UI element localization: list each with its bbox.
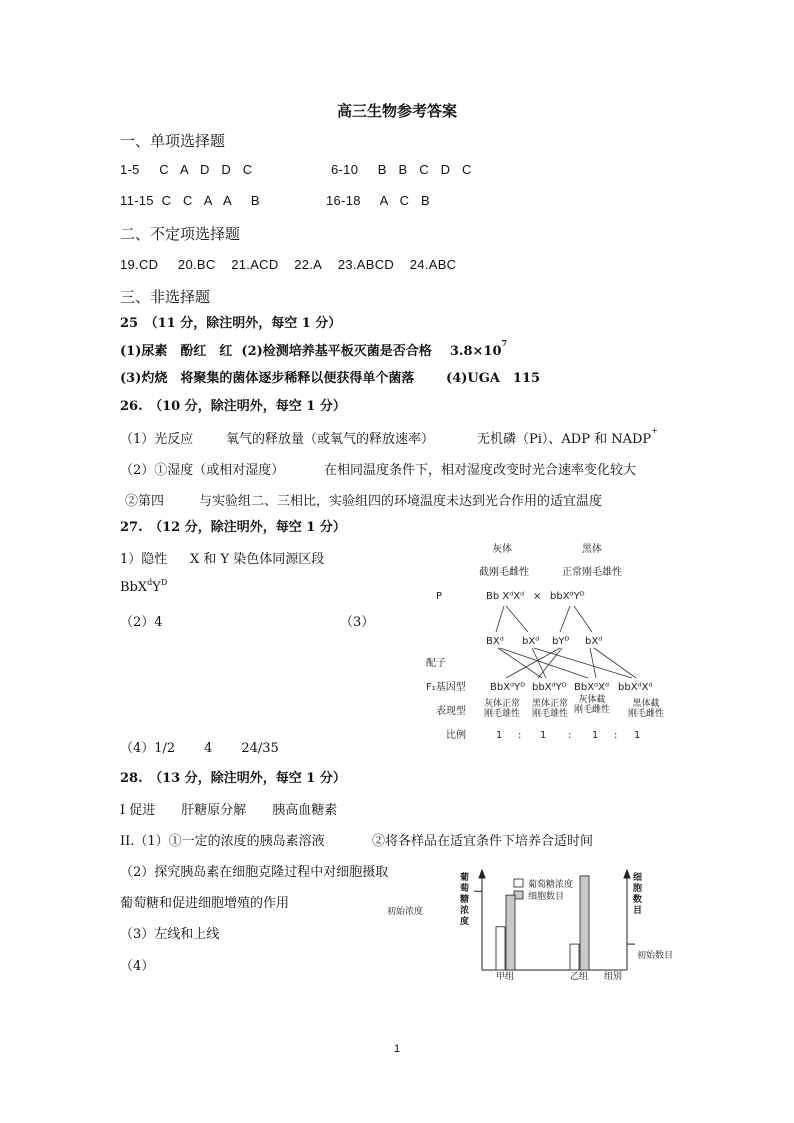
- legend-label-2: 细胞数目: [528, 892, 565, 902]
- gamete: bYᴰ: [552, 636, 570, 647]
- mc-answers: C A D D C: [159, 162, 253, 177]
- bar-cells-1: [580, 876, 589, 970]
- category-label: 甲组: [495, 972, 515, 982]
- legend-swatch-glucose: [514, 879, 523, 887]
- phenotype: 灰体正常: [483, 699, 521, 709]
- q26-answer-pi: 无机磷（Pi）、ADP 和 NADP+: [477, 426, 658, 447]
- q27-answer: 1）隐性: [120, 552, 168, 567]
- bars: [496, 876, 589, 970]
- ratio-sep: :: [518, 730, 522, 741]
- q26-answer: 氧气的释放量（或氧气的释放速率）: [226, 432, 435, 447]
- q27-answer: （3）: [340, 615, 375, 630]
- q28-answer: I 促进 肝糖原分解 胰高血糖素: [120, 803, 338, 818]
- q25-line-1: [120, 340, 507, 359]
- q26-answer: （1）光反应: [120, 432, 194, 447]
- phenotype: 刚毛雄性: [531, 709, 569, 719]
- phenotype: 刚毛雌性: [627, 709, 665, 719]
- category-label: 乙组: [569, 972, 589, 982]
- cross-p-label: P: [436, 591, 443, 602]
- section-heading-single-choice: 一、单项选择题: [120, 132, 226, 150]
- mc-label: 16-18: [326, 193, 361, 208]
- phenotype: 灰体截: [578, 695, 606, 705]
- multi-answer: 24.ABC: [409, 257, 457, 272]
- q26-answer: ②第四: [125, 494, 165, 509]
- q28-heading: 28. （13 分，除注明外，每空 1 分）: [120, 771, 346, 786]
- q28-answer: （2）探究胰岛素在细胞克隆过程中对细胞摄取: [120, 865, 389, 880]
- q28-answer: ②将各样品在适宜条件下培养合适时间: [372, 834, 594, 849]
- ratio-value: 1: [634, 730, 641, 741]
- gamete: bXᵈ: [522, 636, 540, 647]
- gamete: bXᵈ: [585, 636, 603, 647]
- bar-chart: [385, 866, 690, 988]
- mc-label: 6-10: [331, 162, 359, 177]
- cross-sub-label-1: 截刚毛雌性: [479, 567, 529, 578]
- cross-p-female: Bb XᵈXᵈ: [486, 591, 525, 602]
- q25-answer: (3)灼烧 将聚集的菌体逐步稀释以便获得单个菌落: [120, 371, 415, 386]
- q26-superscript: +: [651, 426, 658, 435]
- section-heading-non-choice: 三、非选择题: [120, 288, 211, 306]
- q26-answer: 与实验组二、三相比，实验组四的环境温度未达到光合作用的适宜温度: [199, 494, 603, 509]
- q25-answer: (4)UGA 115: [446, 371, 541, 386]
- q26-answer: 在相同温度条件下，相对湿度改变时光合速率变化较大: [324, 463, 637, 478]
- phenotype: 黑体正常: [531, 699, 569, 709]
- q27-genotype: $BbX^dY^D$: [120, 578, 168, 595]
- gamete: BXᵈ: [486, 636, 504, 647]
- multi-answer: 20.BC: [177, 257, 216, 272]
- cross-sub-label-2: 正常刚毛雄性: [562, 567, 622, 578]
- q28-answer: （4）: [120, 959, 155, 974]
- x-axis-label: 组别: [604, 972, 623, 982]
- ratio-label: 比例: [446, 730, 466, 741]
- page-title: 高三生物参考答案: [336, 102, 457, 120]
- y-axis-label-right: 细胞数目: [633, 873, 643, 916]
- f1-label: F₁基因型: [426, 682, 466, 693]
- mc-row-1-left: [120, 162, 253, 177]
- ratio-value: 1: [540, 730, 547, 741]
- y-axis-label-left: 葡萄糖浓度: [460, 873, 470, 927]
- multi-answer: 23.ABCD: [337, 257, 395, 272]
- q25-heading: 25 （11 分，除注明外，每空 1 分）: [120, 316, 342, 331]
- mc-answers: C C A A B: [161, 193, 260, 208]
- bar-glucose-0: [496, 927, 505, 970]
- q28-answer: 葡萄糖和促进细胞增殖的作用: [120, 896, 290, 911]
- q25-answer: 3.8×10: [449, 344, 502, 359]
- mc-label: 11-15: [120, 193, 154, 208]
- ratio-sep: :: [614, 730, 618, 741]
- q27-answer: （2）4: [120, 615, 163, 630]
- ratio-value: 1: [496, 730, 503, 741]
- mc-label: 1-5: [120, 162, 140, 177]
- phenotype: 刚毛雄性: [483, 709, 521, 719]
- f1-genotype: bbXᵈXᵈ: [618, 682, 653, 693]
- right-ref-label: 初始数目: [637, 951, 674, 961]
- multi-answer: 22.A: [294, 257, 323, 272]
- cross-p-male: bbXᵈYᴰ: [550, 591, 585, 602]
- multi-answer: 19.CD: [120, 257, 159, 272]
- q27-heading: 27. （12 分，除注明外，每空 1 分）: [120, 520, 346, 535]
- q25-exponent: 7: [501, 338, 508, 348]
- multi-answers: [120, 257, 456, 272]
- section-heading-multi-choice: 二、不定项选择题: [120, 225, 241, 243]
- q25-line-2: [120, 367, 540, 386]
- bar-cells-0: [506, 895, 515, 970]
- q25-answer: (1)尿素 酚红 红: [120, 344, 233, 359]
- f1-genotype: BbXᵈYᴰ: [490, 682, 526, 693]
- phenotype-label: 表现型: [436, 706, 466, 717]
- q26-heading: 26. （10 分，除注明外，每空 1 分）: [120, 399, 346, 414]
- mc-row-1-right: [331, 162, 472, 177]
- q27-answer: X 和 Y 染色体同源区段: [190, 552, 325, 567]
- f1-genotype: BbXᵈXᵈ: [574, 682, 610, 693]
- q26-answer: （2）①湿度（或相对湿度）: [120, 463, 285, 478]
- ratio-value: 1: [592, 730, 599, 741]
- q26-line-1: [120, 428, 193, 447]
- gamete-label: 配子: [426, 658, 446, 669]
- ratio-sep: :: [568, 730, 572, 741]
- q25-answer: (2)检测培养基平板灭菌是否合格: [241, 344, 432, 359]
- multi-answer: 21.ACD: [231, 257, 279, 272]
- f1-genotype: bbXᵈYᴰ: [532, 682, 567, 693]
- mc-answers: A C B: [379, 193, 430, 208]
- genetic-cross-diagram: [420, 538, 690, 748]
- q28-answer: II.（1）①一定的浓度的胰岛素溶液: [120, 834, 325, 849]
- cross-sign: ×: [533, 591, 542, 602]
- cross-top-label-2: 黑体: [582, 544, 602, 555]
- mc-row-2-left: [120, 193, 260, 208]
- bar-glucose-1: [570, 944, 579, 970]
- page-number: 1: [393, 1043, 401, 1055]
- phenotype: 黑体截: [632, 699, 660, 709]
- q28-answer: （3）左线和上线: [120, 927, 220, 942]
- cross-top-label-1: 灰体: [492, 544, 512, 555]
- legend-label-1: 葡萄糖浓度: [528, 880, 574, 890]
- phenotype: 刚毛雌性: [573, 705, 611, 715]
- mc-answers: B B C D C: [377, 162, 472, 177]
- mc-row-2-right: [326, 193, 430, 208]
- q27-answer-4: （4）1/2 4 24/35: [120, 741, 279, 756]
- left-ref-label: 初始浓度: [387, 907, 424, 917]
